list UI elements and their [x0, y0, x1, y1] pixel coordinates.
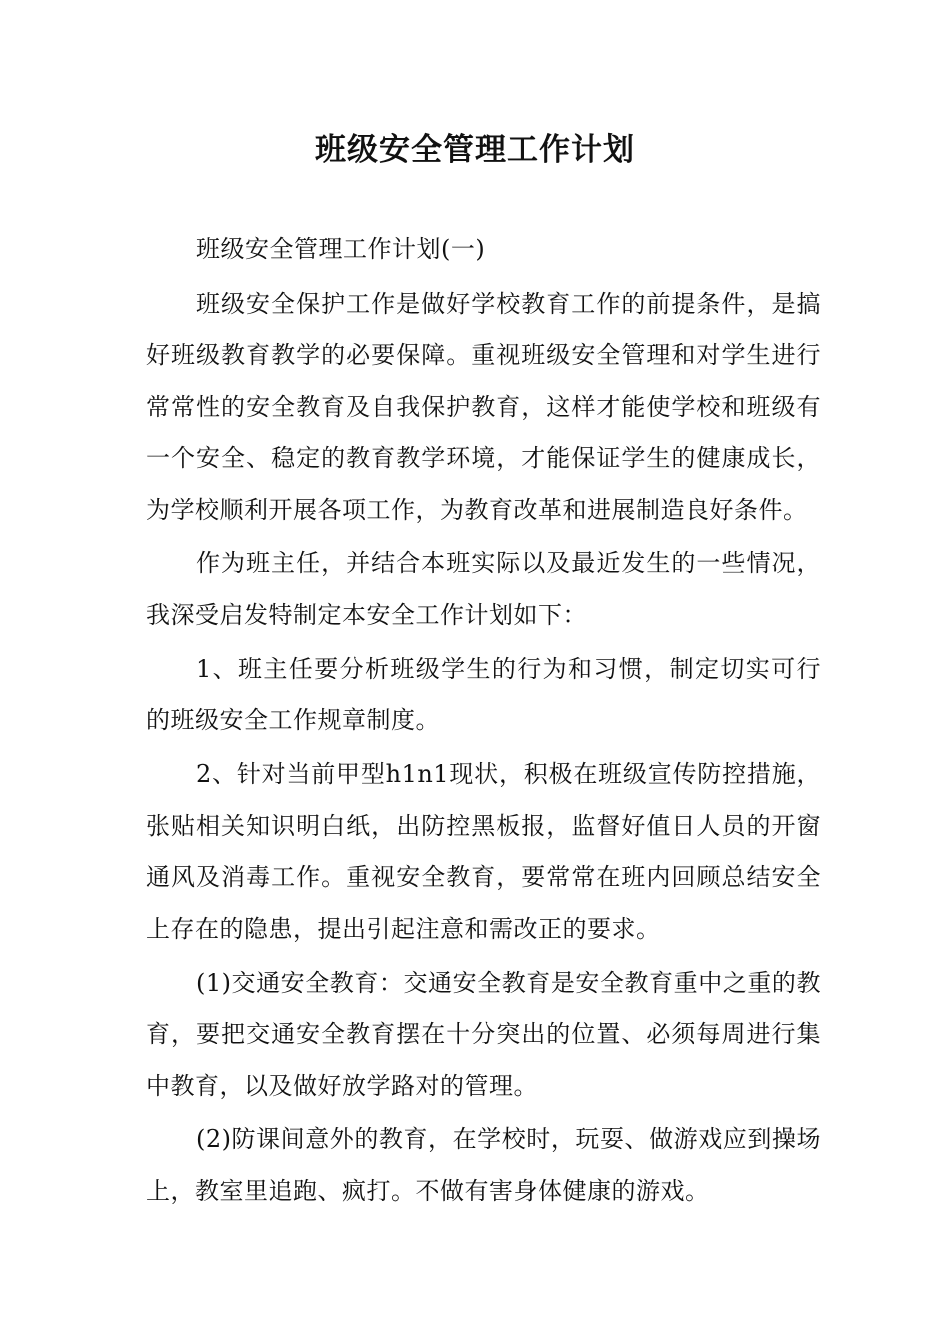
paragraph: 班级安全保护工作是做好学校教育工作的前提条件，是搞好班级教育教学的必要保障。重视班级安全管理和对学生进行常常性的安全教育及自我保护教育，这样才能使学校和班级有一个安全、稳定的教育教学环境，才能保证学生的健康成长，为学校顺利开展各项工作，为教育改革和进展制造良好条件。: [146, 289, 821, 524]
document-title: 班级安全管理工作计划: [315, 132, 635, 168]
paragraph: (2)防课间意外的教育，在学校时，玩耍、做游戏应到操场上，教室里追跑、疯打。不做有害身体健康的游戏。: [146, 1125, 821, 1205]
paragraph: 作为班主任，并结合本班实际以及最近发生的一些情况，我深受启发特制定本安全工作计划如下：: [146, 549, 821, 629]
section-heading: 班级安全管理工作计划(一): [196, 235, 486, 263]
paragraph: 2、针对当前甲型h1n1现状，积极在班级宣传防控措施，张贴相关知识明白纸，出防控黑板报，监督好值日人员的开窗通风及消毒工作。重视安全教育，要常常在班内回顾总结安全上存在的隐患，提出引起注意和需改正的要求。: [146, 760, 821, 943]
document-body: [146, 224, 821, 1220]
paragraph: (1)交通安全教育：交通安全教育是安全教育重中之重的教育，要把交通安全教育摆在十分突出的位置、必须每周进行集中教育，以及做好放学路对的管理。: [146, 968, 821, 1100]
paragraph: 1、班主任要分析班级学生的行为和习惯，制定切实可行的班级安全工作规章制度。: [146, 654, 821, 735]
